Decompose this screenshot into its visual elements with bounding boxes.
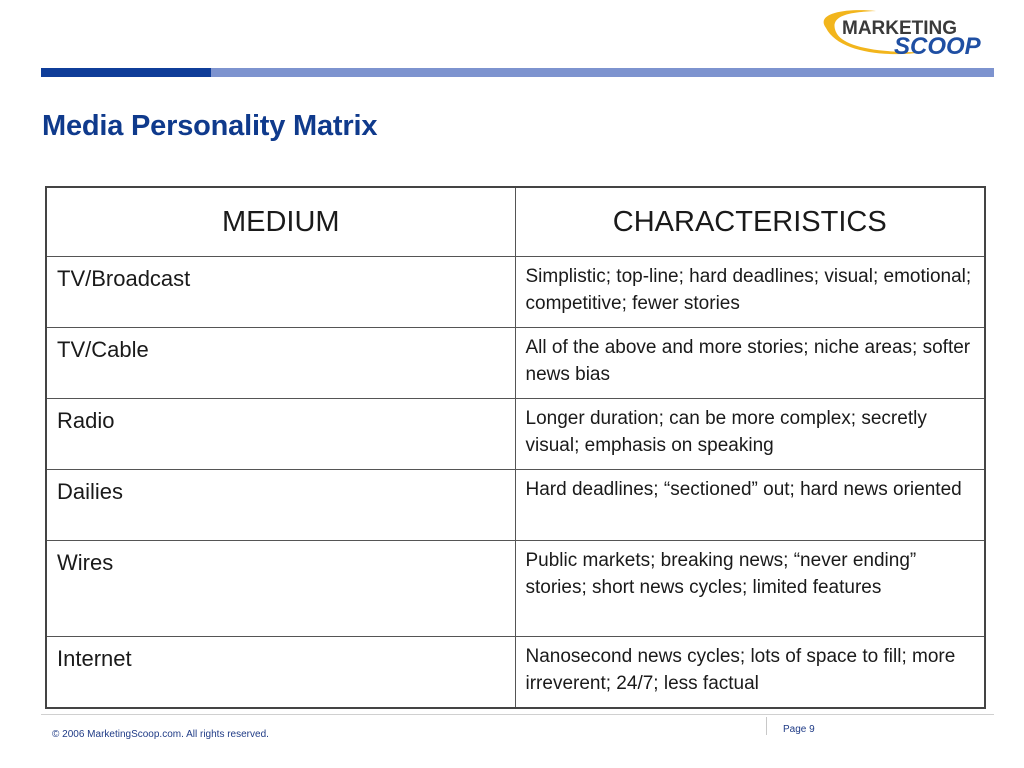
header-bar-accent: [41, 68, 211, 77]
footer-divider: [41, 714, 994, 715]
table-header-row: [46, 187, 985, 257]
characteristics-cell: Public markets; breaking news; “never ending” stories; short news cycles; limited features: [515, 541, 985, 637]
table-row: [46, 637, 985, 709]
characteristics-cell: Simplistic; top-line; hard deadlines; visual; emotional; competitive; fewer stories: [515, 257, 985, 328]
medium-cell: Internet: [46, 637, 515, 709]
copyright-text: © 2006 MarketingScoop.com. All rights reserved.: [52, 729, 269, 740]
medium-cell: TV/Cable: [46, 328, 515, 399]
logo-line2: SCOOP: [894, 33, 981, 60]
media-personality-table: [45, 186, 986, 709]
header-bar: [41, 68, 994, 77]
header-bar-light: [211, 68, 994, 77]
header-characteristics: CHARACTERISTICS: [515, 187, 985, 257]
page-number: Page 9: [783, 724, 815, 735]
table-row: [46, 257, 985, 328]
medium-cell: Wires: [46, 541, 515, 637]
medium-cell: Radio: [46, 399, 515, 470]
medium-cell: TV/Broadcast: [46, 257, 515, 328]
medium-cell: Dailies: [46, 470, 515, 541]
table-row: [46, 470, 985, 541]
table-row: [46, 328, 985, 399]
footer-separator: [766, 717, 767, 735]
characteristics-cell: Hard deadlines; “sectioned” out; hard news oriented: [515, 470, 985, 541]
page-title: Media Personality Matrix: [42, 110, 378, 142]
table-row: [46, 399, 985, 470]
characteristics-cell: Longer duration; can be more complex; secretly visual; emphasis on speaking: [515, 399, 985, 470]
characteristics-cell: Nanosecond news cycles; lots of space to fill; more irreverent; 24/7; less factual: [515, 637, 985, 709]
table-row: [46, 541, 985, 637]
header-medium: MEDIUM: [46, 187, 515, 257]
logo-line1: MARKETING: [842, 18, 958, 39]
characteristics-cell: All of the above and more stories; niche areas; softer news bias: [515, 328, 985, 399]
marketing-scoop-logo: [812, 6, 1002, 64]
